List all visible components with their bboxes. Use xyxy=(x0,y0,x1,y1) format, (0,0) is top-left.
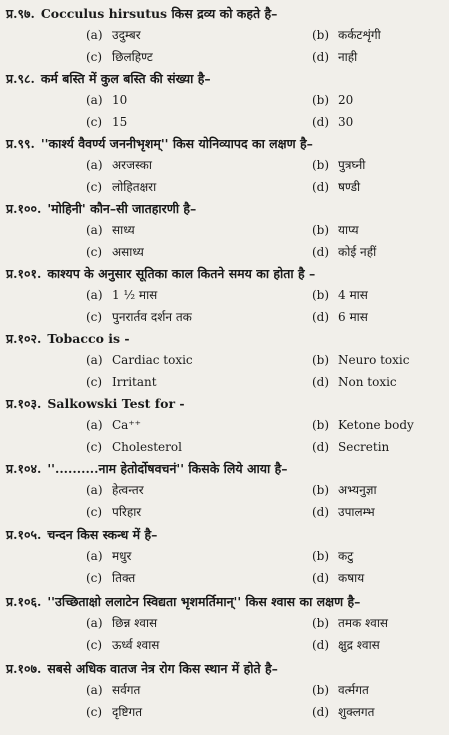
option-text: तमक श्वास xyxy=(338,616,389,630)
option-d xyxy=(312,704,374,720)
option-label: (c) xyxy=(86,638,103,652)
question-text: कर्म बस्ति में कुल बस्ति की संख्या है– xyxy=(40,71,211,86)
option-b xyxy=(312,27,381,43)
question-number: प्र.१०५. xyxy=(6,527,42,542)
option-c xyxy=(86,179,156,195)
option-d xyxy=(312,637,380,653)
option-label: (b) xyxy=(312,483,330,497)
option-c xyxy=(86,504,141,520)
option-label: (d) xyxy=(312,705,330,719)
question-line xyxy=(6,136,313,152)
option-c xyxy=(86,309,192,325)
option-text: 4 मास xyxy=(338,288,368,302)
question-line xyxy=(6,461,288,477)
question-number: प्र.९७. xyxy=(6,6,35,21)
option-text: Ca⁺⁺ xyxy=(112,418,142,432)
option-b xyxy=(312,548,353,564)
option-label: (d) xyxy=(312,571,330,585)
option-text: हेत्वन्तर xyxy=(112,483,144,497)
option-a xyxy=(86,352,193,368)
option-b xyxy=(312,482,377,498)
option-text: कषाय xyxy=(338,571,365,585)
option-d xyxy=(312,570,364,586)
question-number: प्र.९८. xyxy=(6,71,35,86)
option-text: Secretin xyxy=(338,440,390,454)
question-line xyxy=(6,661,278,677)
question-number: प्र.१०४. xyxy=(6,461,42,476)
question-line xyxy=(6,201,196,217)
option-a xyxy=(86,482,144,498)
question-number: प्र.१०६. xyxy=(6,594,42,609)
option-label: (b) xyxy=(312,353,330,367)
option-d xyxy=(312,439,389,455)
option-label: (c) xyxy=(86,115,103,129)
option-text: साध्य xyxy=(112,223,135,237)
option-label: (d) xyxy=(312,50,330,64)
option-text: 20 xyxy=(338,93,354,107)
option-b xyxy=(312,682,369,698)
option-c xyxy=(86,439,182,455)
option-b xyxy=(312,222,359,238)
option-text: 6 मास xyxy=(338,310,368,324)
option-d xyxy=(312,374,397,390)
option-text: Neuro toxic xyxy=(338,353,410,367)
option-label: (c) xyxy=(86,571,103,585)
question-line xyxy=(6,266,315,282)
question-text: ''उच्छिताक्षो ललाटेन स्विद्यता भृशमर्तिमान्'' किस श्वास का लक्षण है– xyxy=(47,594,361,609)
option-text: मधुर xyxy=(112,549,132,563)
option-text: परिहार xyxy=(112,505,142,519)
option-d xyxy=(312,114,353,130)
option-label: (a) xyxy=(86,288,103,302)
question-number: प्र.१०२. xyxy=(6,331,42,346)
option-label: (b) xyxy=(312,616,330,630)
question-line xyxy=(6,71,211,87)
option-text: अभ्यनुज्ञा xyxy=(338,483,377,497)
option-label: (c) xyxy=(86,180,103,194)
option-label: (a) xyxy=(86,93,103,107)
question-number: प्र.१०३. xyxy=(6,396,42,411)
option-text: अरजस्का xyxy=(112,158,152,172)
option-label: (c) xyxy=(86,310,103,324)
option-label: (b) xyxy=(312,288,330,302)
question-text: ''..........नाम हेतोर्दोषवचनं'' किसके लिये आया है– xyxy=(47,461,288,476)
question-number: प्र.१००. xyxy=(6,201,42,216)
option-text: लोहितक्षरा xyxy=(112,180,157,194)
option-text: छिलहिण्ट xyxy=(112,50,153,64)
option-label: (d) xyxy=(312,638,330,652)
option-label: (b) xyxy=(312,158,330,172)
option-label: (b) xyxy=(312,93,330,107)
option-d xyxy=(312,179,360,195)
option-c xyxy=(86,244,144,260)
option-label: (b) xyxy=(312,418,330,432)
option-text: Ketone body xyxy=(338,418,414,432)
option-text: कोई नहीं xyxy=(338,245,377,259)
option-text: Irritant xyxy=(112,375,157,389)
option-text: क्षुद्र श्वास xyxy=(338,638,380,652)
option-c xyxy=(86,704,142,720)
option-text: 10 xyxy=(112,93,128,107)
option-a xyxy=(86,27,141,43)
option-c xyxy=(86,637,159,653)
option-a xyxy=(86,417,141,433)
option-text: छिन्न श्वास xyxy=(112,616,158,630)
option-label: (a) xyxy=(86,483,103,497)
option-text: शुक्लगत xyxy=(338,705,375,719)
option-label: (a) xyxy=(86,353,103,367)
question-line xyxy=(6,527,157,543)
option-text: पुत्रघ्नी xyxy=(338,158,366,172)
option-label: (c) xyxy=(86,505,103,519)
option-b xyxy=(312,615,388,631)
option-label: (a) xyxy=(86,549,103,563)
option-c xyxy=(86,374,157,390)
option-label: (d) xyxy=(312,245,330,259)
option-b xyxy=(312,92,353,108)
question-text: Cocculus hirsutus किस द्रव्य को कहते है– xyxy=(40,6,278,21)
option-label: (c) xyxy=(86,705,103,719)
question-number: प्र.१०१. xyxy=(6,266,42,281)
option-label: (c) xyxy=(86,245,103,259)
option-text: याप्य xyxy=(338,223,359,237)
option-d xyxy=(312,49,357,65)
question-text: ''कार्श्य वैवर्ण्य जननीभृशम्'' किस योनिव्यापद का लक्षण है– xyxy=(40,136,313,151)
option-b xyxy=(312,157,365,173)
option-a xyxy=(86,157,152,173)
option-label: (a) xyxy=(86,683,103,697)
question-text: Salkowski Test for - xyxy=(47,396,185,411)
question-line xyxy=(6,594,360,610)
option-label: (b) xyxy=(312,28,330,42)
option-a xyxy=(86,222,135,238)
option-text: तिक्त xyxy=(112,571,136,585)
option-label: (c) xyxy=(86,375,103,389)
option-text: पुनरार्तव दर्शन तक xyxy=(112,310,192,324)
option-label: (a) xyxy=(86,616,103,630)
option-label: (b) xyxy=(312,549,330,563)
option-a xyxy=(86,548,131,564)
option-text: असाध्य xyxy=(112,245,144,259)
option-text: षण्डी xyxy=(338,180,361,194)
option-text: दृष्टिगत xyxy=(112,705,143,719)
option-text: कटु xyxy=(338,549,354,563)
option-text: 15 xyxy=(112,115,128,129)
question-line xyxy=(6,6,277,22)
option-text: कर्कटशृंगी xyxy=(338,28,381,42)
question-text: 'मोहिनी' कौन–सी जातहारणी है– xyxy=(47,201,197,216)
option-text: Cardiac toxic xyxy=(112,353,193,367)
question-text: काश्यप के अनुसार सूतिका काल कितने समय का होता है – xyxy=(47,266,316,281)
option-text: ऊर्ध्व श्वास xyxy=(112,638,160,652)
option-a xyxy=(86,682,140,698)
option-c xyxy=(86,114,127,130)
option-label: (c) xyxy=(86,50,103,64)
option-d xyxy=(312,244,376,260)
option-label: (d) xyxy=(312,115,330,129)
option-label: (b) xyxy=(312,223,330,237)
option-b xyxy=(312,417,414,433)
option-label: (b) xyxy=(312,683,330,697)
option-text: उदुम्बर xyxy=(112,28,141,42)
question-text: चन्दन किस स्कन्ध में है– xyxy=(47,527,158,542)
option-text: नाही xyxy=(338,50,358,64)
option-label: (a) xyxy=(86,28,103,42)
option-label: (d) xyxy=(312,310,330,324)
option-text: वर्त्मगत xyxy=(338,683,369,697)
option-c xyxy=(86,570,135,586)
question-line xyxy=(6,396,185,412)
option-a xyxy=(86,615,157,631)
question-text: Tobacco is - xyxy=(47,331,130,346)
option-text: 30 xyxy=(338,115,354,129)
option-label: (d) xyxy=(312,440,330,454)
option-text: 1 ½ मास xyxy=(112,288,158,302)
option-c xyxy=(86,49,153,65)
option-label: (d) xyxy=(312,375,330,389)
question-text: सबसे अधिक वातज नेत्र रोग किस स्थान में होते है– xyxy=(47,661,278,676)
option-d xyxy=(312,309,368,325)
option-label: (d) xyxy=(312,180,330,194)
question-number: प्र.९९. xyxy=(6,136,35,151)
question-line xyxy=(6,331,130,347)
question-number: प्र.१०७. xyxy=(6,661,42,676)
option-label: (c) xyxy=(86,440,103,454)
option-a xyxy=(86,287,157,303)
option-label: (d) xyxy=(312,505,330,519)
option-text: उपालम्भ xyxy=(338,505,375,519)
option-b xyxy=(312,287,368,303)
option-text: Non toxic xyxy=(338,375,397,389)
option-d xyxy=(312,504,375,520)
option-a xyxy=(86,92,127,108)
option-label: (a) xyxy=(86,158,103,172)
option-b xyxy=(312,352,409,368)
option-label: (a) xyxy=(86,223,103,237)
option-text: सर्वगत xyxy=(112,683,141,697)
option-label: (a) xyxy=(86,418,103,432)
option-text: Cholesterol xyxy=(112,440,182,454)
